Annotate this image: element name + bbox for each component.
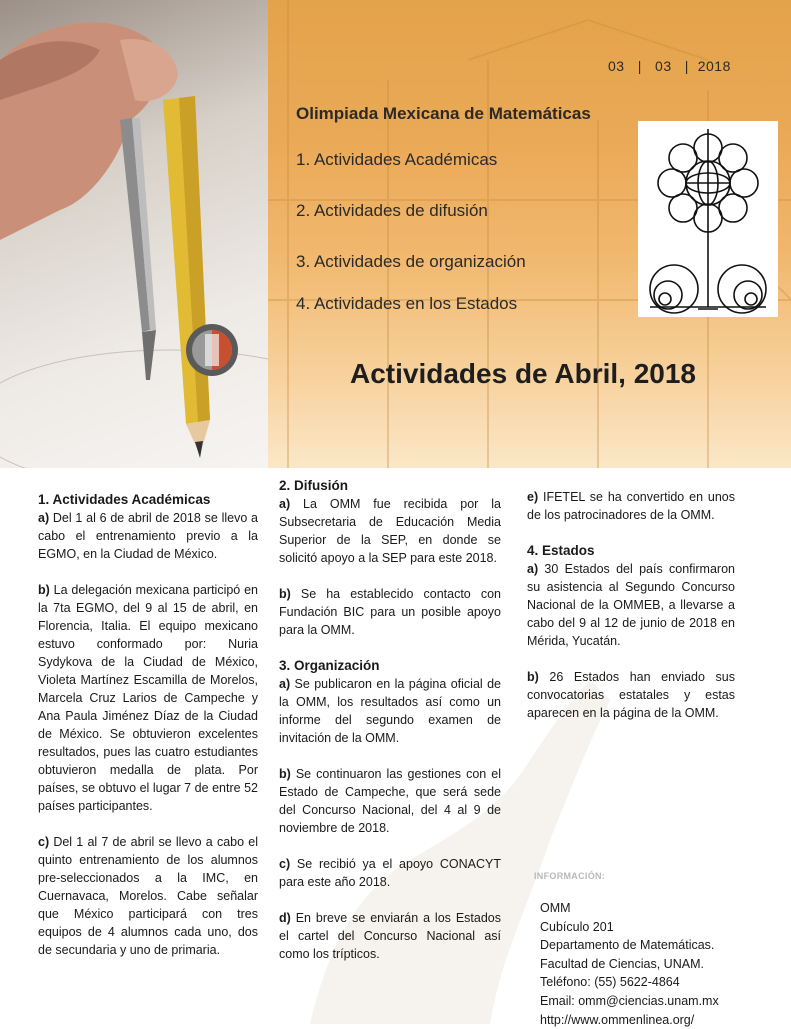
- section-heading-difusion: 2. Difusión: [279, 478, 349, 493]
- contact-email[interactable]: Email: omm@ciencias.unam.mx: [540, 993, 719, 1008]
- main-title: Actividades de Abril, 2018: [350, 358, 696, 389]
- contact-office: Cubículo 201: [540, 919, 614, 934]
- column-1: [38, 491, 258, 959]
- section-heading-estados: 4. Estados: [527, 543, 595, 558]
- organizacion-item-d: d) En breve se enviarán a los Estados el cartel del Concurso Nacional así como los trípticos.: [279, 911, 501, 961]
- estados-item-a: a) 30 Estados del país confirmaron su asistencia al Segundo Concurso Nacional de la OMMEB, a llevarse a cabo del 9 al 12 de junio de 2018 en Mérida, Yucatán.: [527, 562, 735, 648]
- difusion-item-a: a) La OMM fue recibida por la Subsecretaria de Educación Media Superior de la SEP, en donde se solicitó apoyo a la SEP para este 2018.: [279, 497, 501, 565]
- estados-item-b: b) 26 Estados han enviado sus convocatorias estatales y estas aparecen en la página de la OMM.: [527, 670, 735, 720]
- omm-flower-logo: [638, 121, 778, 317]
- section-heading-academicas: 1. Actividades Académicas: [38, 492, 211, 507]
- toc-item-estados: 4. Actividades en los Estados: [296, 294, 518, 313]
- compass-pencil-photo: [0, 0, 268, 468]
- contact-block: [540, 899, 719, 1029]
- section-heading-organizacion: 3. Organización: [279, 658, 380, 673]
- academicas-item-b: b) La delegación mexicana participó en la 7ta EGMO, del 9 al 15 de abril, en Florencia, Italia. El equipo mexicano estuvo conformado por: Nuria Sydykova de la Ciudad de México, Violeta Martínez Escamilla de Morelos, Marcela Cruz Larios de Campeche y Ana Paula Jiménez Díaz de la Ciudad de México. Se obtuvieron excelentes resultados, pues las cuatro estudiantes obtuvieron medalla de plata. Por países, se obtuvo el lugar 7 de entre 52 países participantes.: [38, 583, 258, 813]
- difusion-item-b: b) Se ha establecido contacto con Fundación BIC para un posible apoyo para la OMM.: [279, 587, 501, 637]
- column-2: [279, 477, 501, 963]
- contact-faculty: Facultad de Ciencias, UNAM.: [540, 956, 704, 971]
- academicas-item-c: c) Del 1 al 7 de abril se llevo a cabo el quinto entrenamiento de los alumnos pre-seleccionados a la IMC, en Cuernavaca, Morelos. Cabe señalar que México participará con tres equipos de 4 alumnos cada uno, dos de secundaria y uno de primaria.: [38, 835, 258, 957]
- toc-item-academicas: 1. Actividades Académicas: [296, 150, 498, 169]
- column-3: [527, 488, 735, 722]
- contact-phone: Teléfono: (55) 5622-4864: [540, 975, 680, 990]
- contact-website-link[interactable]: http://www.ommenlinea.org/: [540, 1012, 695, 1027]
- issue-date: 03 | 03 | 2018: [608, 58, 731, 74]
- contact-org: OMM: [540, 901, 571, 915]
- organizacion-item-a: a) Se publicaron en la página oficial de la OMM, los resultados así como un informe del segundo examen de invitación de la OMM.: [279, 677, 501, 745]
- info-label: INFORMACIÓN:: [534, 871, 606, 881]
- organizacion-item-b: b) Se continuaron las gestiones con el Estado de Campeche, que será sede del Concurso Nacional, del 4 al 9 de noviembre de 2018.: [279, 767, 501, 835]
- organizacion-item-c: c) Se recibió ya el apoyo CONACYT para este año 2018.: [279, 857, 501, 889]
- toc-item-difusion: 2. Actividades de difusión: [296, 201, 488, 220]
- academicas-item-a: a) Del 1 al 6 de abril de 2018 se llevo a cabo el entrenamiento previo a la EGMO, en la Ciudad de México.: [38, 511, 258, 561]
- organizacion-item-e: e) IFETEL se ha convertido en unos de los patrocinadores de la OMM.: [527, 490, 735, 522]
- org-title: Olimpiada Mexicana de Matemáticas: [296, 104, 591, 123]
- toc-item-organizacion: 3. Actividades de organización: [296, 252, 526, 271]
- contact-department: Departamento de Matemáticas.: [540, 938, 715, 953]
